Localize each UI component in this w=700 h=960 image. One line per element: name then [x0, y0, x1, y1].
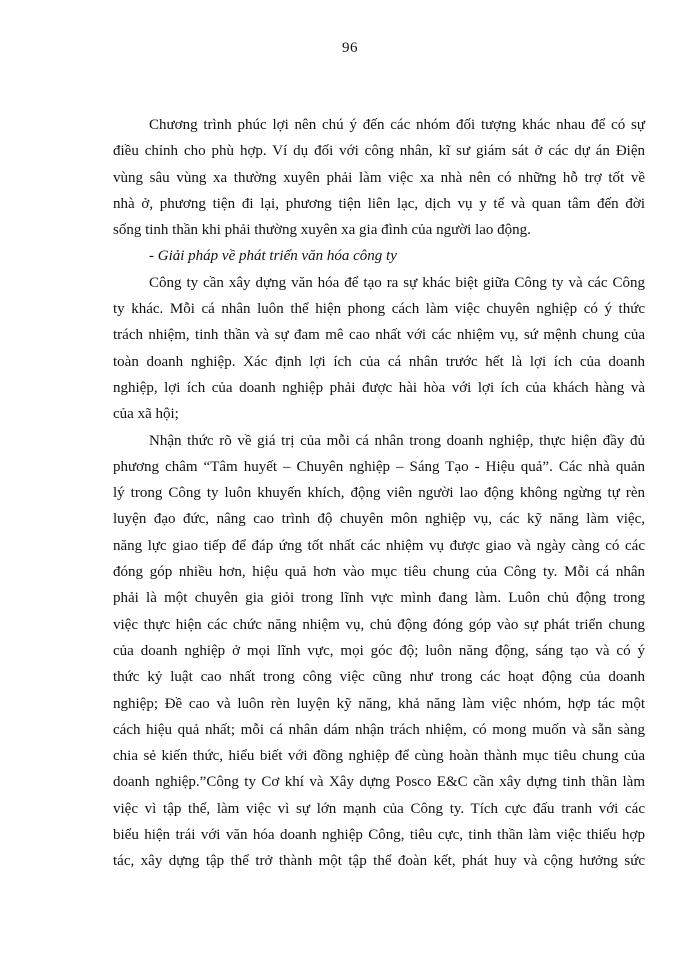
body-text	[113, 112, 645, 875]
text-line: điều chỉnh cho phù hợp. Ví dụ đối với công nhân, kĩ sư giám sát ở các dự án Điện	[113, 143, 645, 160]
text-line: nhà ở, phương tiện đi lại, phương tiện liên lạc, dịch vụ y tế và quan tâm đến đời	[113, 195, 645, 212]
text-line: tác, xây dựng tập thể trở thành một tập thể đoàn kết, phát huy và cộng hưởng sức	[113, 853, 645, 870]
text-line: nghiệp, lợi ích của doanh nghiệp phải được hài hòa với lợi ích của khách hàng và	[113, 379, 645, 396]
text-line: năng lực giao tiếp để đáp ứng tốt nhất các nhiệm vụ được giao và ngày càng có các	[113, 537, 645, 554]
text-line: đóng góp nhiều hơn, hiệu quả hơn vào mục tiêu chung của Công ty. Mỗi cá nhân	[113, 564, 645, 581]
text-line: Chương trình phúc lợi nên chú ý đến các nhóm đối tượng khác nhau để có sự	[149, 117, 645, 133]
section-heading: - Giải pháp về phát triển văn hóa công ty	[149, 248, 397, 265]
text-line: doanh nghiệp.”Công ty Cơ khí và Xây dựng Posco E&C cần xây dựng tinh thần làm	[113, 774, 645, 791]
text-line: Công ty cần xây dựng văn hóa để tạo ra sự khác biệt giữa Công ty và các Công	[149, 274, 645, 291]
text-line: việc thực hiện các chức năng nhiệm vụ, chủ động đóng góp vào sự phát triển chung	[113, 616, 645, 633]
text-line: biểu hiện trái với văn hóa doanh nghiệp Công, tiêu cực, tinh thần làm việc thiếu hợp	[113, 827, 645, 844]
text-line: Nhận thức rõ về giá trị của mỗi cá nhân trong doanh nghiệp, thực hiện đầy đủ	[149, 432, 645, 449]
text-line: sống tinh thần khi phải thường xuyên xa gia đình của người lao động.	[113, 222, 531, 239]
text-line: của doanh nghiệp ở mọi lĩnh vực, mọi góc độ; luôn năng động, sáng tạo và có ý	[113, 642, 645, 659]
page-number: 96	[342, 40, 358, 56]
text-line: nghiệp; Đề cao và luôn rèn luyện kỹ năng, khả năng làm việc nhóm, hợp tác một	[113, 695, 645, 712]
text-line: phương châm “Tâm huyết – Chuyên nghiệp – Sáng Tạo - Hiệu quả”. Các nhà quản	[113, 458, 645, 475]
text-line: luyện đạo đức, nâng cao trình độ chuyên môn nghiệp vụ, các kỹ năng làm việc,	[113, 511, 645, 528]
text-line: vùng sâu vùng xa thường xuyên phải làm việc xa nhà nên có những hỗ trợ tốt về	[113, 169, 645, 186]
text-line: việc vì tập thể, làm việc vì sự lớn mạnh của Công ty. Tích cực đấu tranh với các	[113, 800, 645, 817]
text-line: lý trong Công ty luôn khuyến khích, động viên người lao động không ngừng tự rèn	[113, 485, 645, 502]
text-line: phải là một chuyên gia giỏi trong lĩnh vực mình đang làm. Luôn chủ động trong	[113, 590, 645, 607]
text-line: trách nhiệm, tinh thần và sự đam mê cao nhất với các nhiệm vụ, sứ mệnh chung của	[113, 327, 645, 344]
text-line: ty khác. Mỗi cá nhân luôn thể hiện phong cách làm việc chuyên nghiệp có ý thức	[113, 301, 645, 318]
text-line: chia sẻ kiến thức, hiểu biết với đồng nghiệp để cùng hoàn thành mục tiêu chung của	[113, 748, 645, 765]
text-line: cách hiệu quả nhất; mỗi cá nhân dám nhận trách nhiệm, có mong muốn và sẵn sàng	[113, 721, 645, 738]
text-line: thức kỷ luật cao nhất trong công việc cũng như trong các hoạt động của doanh	[113, 669, 645, 686]
text-line: của xã hội;	[113, 406, 179, 423]
text-line: toàn doanh nghiệp. Xác định lợi ích của cá nhân trước hết là lợi ích của doanh	[113, 353, 645, 370]
